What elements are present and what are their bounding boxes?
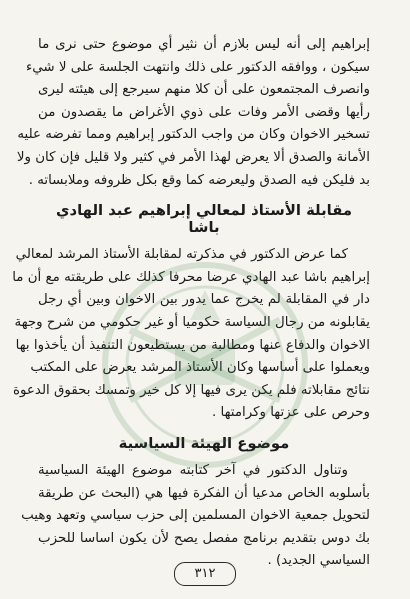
section-heading-1: مقابلة الأستاذ لمعالي إبراهيم عبد الهادي باشا xyxy=(55,202,353,237)
text-line: بد فليكن فيه الصدق وليعرضه كما وقع بكل ظروفه وملابساته . xyxy=(28,172,370,188)
footer xyxy=(0,562,410,586)
text-line: وتناول الدكتور في آخر كتابته موضوع الهيئة السياسية xyxy=(38,462,348,478)
text-line: نتائج مقابلاته فلم يكن يرى فيها إلا كل خير وتمسك بحقوق الدعوة xyxy=(13,382,370,398)
text-line: وحرص على عزتها وكرامتها . xyxy=(212,405,370,421)
text-line: وانصرف المجتمعون على أن كلا منهم سيرجع إلى هيئته ليرى xyxy=(38,82,370,98)
text-line: ويعملوا على أساسها وكان الأستاذ المرشد يعرض على المكتب xyxy=(30,360,370,376)
text-line: بك دوس بتقديم برنامج مفصل يصح لأن يكون اساسا للحزب xyxy=(38,530,370,546)
text-line: يقابلونه من رجال السياسة حكوميا أو غير حكومي من شرح وجهة xyxy=(14,314,370,330)
paragraph-3 xyxy=(21,460,370,573)
text-line: لتحويل جمعية الاخوان المسلمين إلى حزب سياسي وتعهد وهيب xyxy=(21,508,370,524)
paragraph-1 xyxy=(16,34,370,192)
text-line: إبراهيم باشا عبد الهادي عرضا محرفا كذلك على طريقته مع أن ما xyxy=(12,269,370,285)
text-line: الاخوان والدفاع عنها ومطالبة من يستطيعون التنفيذ أن يأخذوا بها xyxy=(15,337,370,353)
text-line: السياسي الجديد) . xyxy=(267,553,370,569)
text-line: بأسلوبه الخاص مدعيا أن الفكرة فيها هي (البحث عن طريقة xyxy=(38,485,370,501)
text-line: سيكون ، ووافقه الدكتور على ذلك وانتهت الجلسة على لا شيء xyxy=(25,59,370,75)
text-line: إبراهيم إلى أنه ليس بلازم أن نثير أي موضوع حتى نرى ما xyxy=(38,37,370,52)
paragraph-2 xyxy=(12,244,370,425)
section-heading-2: موضوع الهيئة السياسية xyxy=(118,434,290,452)
text-line: دار في المقابلة لم يخرج عما يدور بين الاخوان وبين أي رجل xyxy=(38,292,370,308)
text-line: تسخير الاخوان وكان من واجب الدكتور إبراهيم ومما تفرضه عليه xyxy=(17,127,370,143)
text-line: رأيها وقضى الأمر وفات على ذوي الأغراض ما يقصدون من xyxy=(38,104,370,120)
text-line: كما عرض الدكتور في مذكرته لمقابلة الأستاذ المرشد لمعالي xyxy=(15,247,348,263)
text-line: الأمانة والصدق ألا يعرض لهذا الأمر في كثير ولا قليل فإن كان ولا xyxy=(16,149,370,165)
page-number: ٣١٢ xyxy=(174,562,236,586)
